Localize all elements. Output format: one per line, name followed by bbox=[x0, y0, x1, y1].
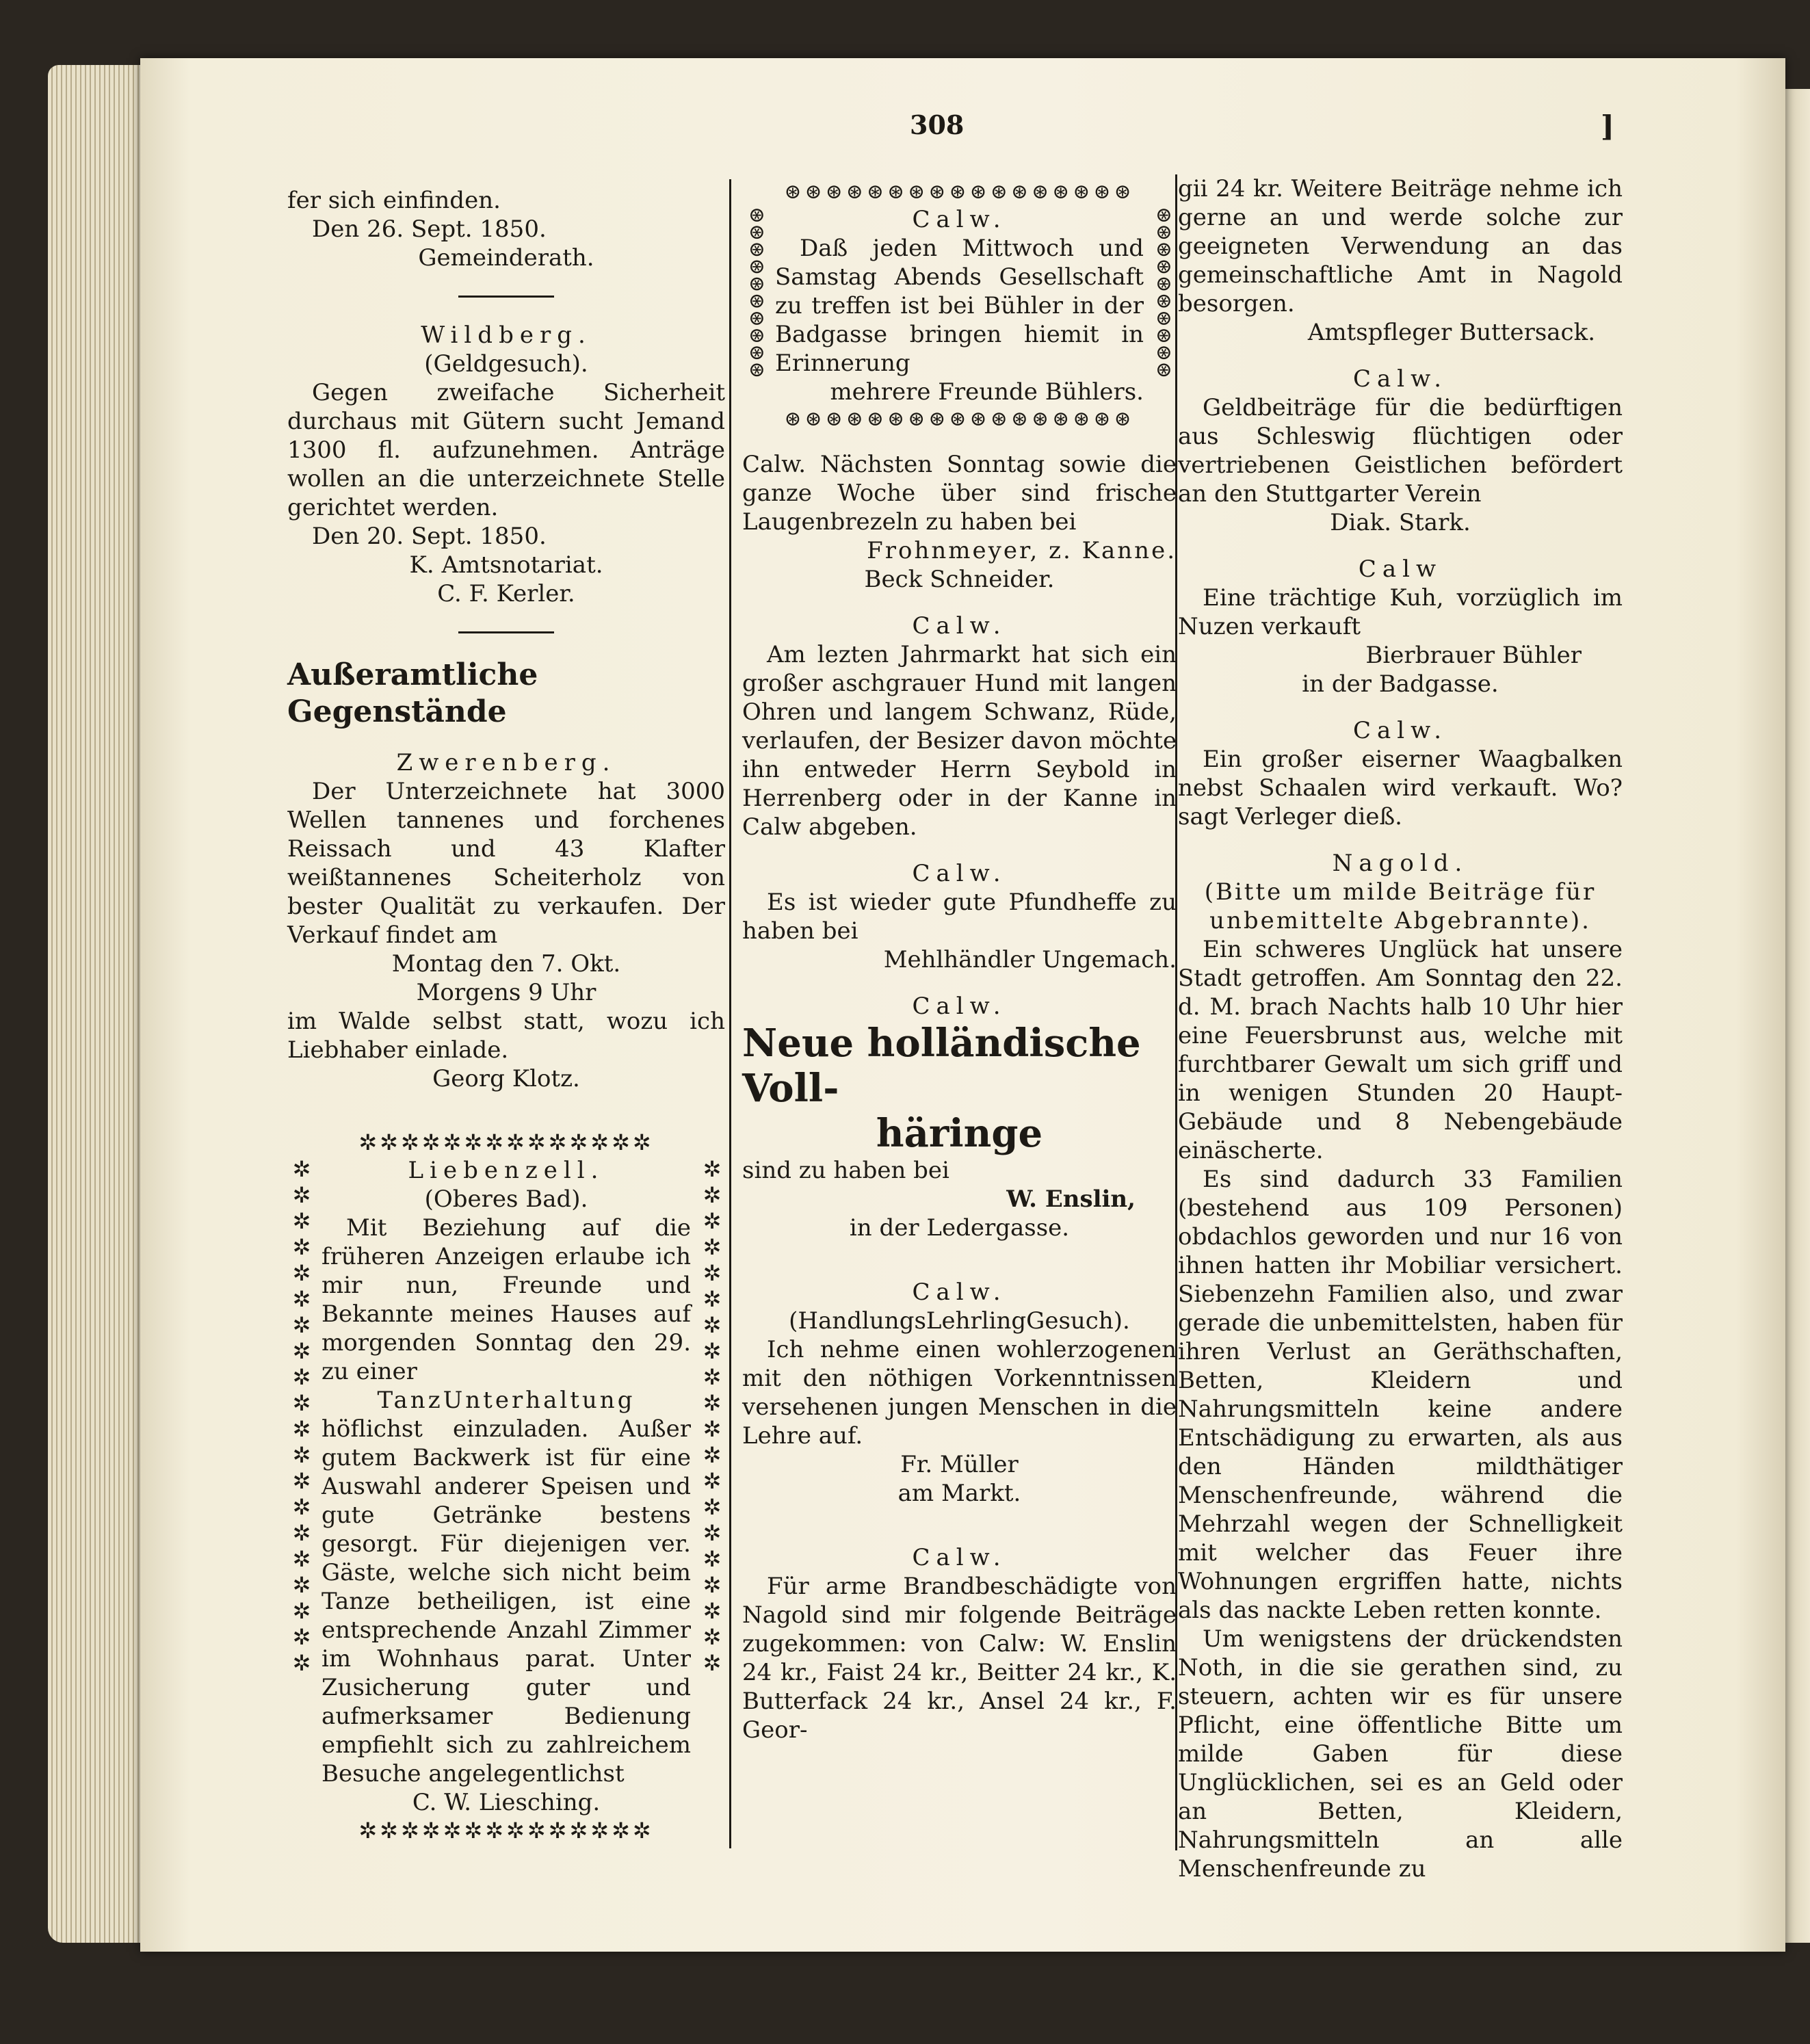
ad-signature: W. Enslin, bbox=[1006, 1185, 1136, 1213]
ad-event: TanzUnterhaltung bbox=[377, 1387, 635, 1414]
circle-border-bottom: ⊛⊛⊛⊛⊛⊛⊛⊛⊛⊛⊛⊛⊛⊛⊛⊛⊛ bbox=[784, 407, 1135, 431]
page-number: 308 bbox=[910, 109, 965, 140]
ad-body: Eine trächtige Kuh, vorzüglich im Nuzen verkauft bbox=[1178, 584, 1623, 640]
ad-body-3: Um wenigstens der drückendsten Noth, in die sie gerathen sind, zu steuern, achten wir es für unsere Pflicht, eine öffentliche Bitte um milde Gaben für diese Unglücklichen, sei es an Geld oder an Betten, Kleidern, Nahrungsmitteln an alle Menschenfreunde zu bbox=[1178, 1625, 1623, 1883]
ad-body: sind zu haben bei bbox=[742, 1157, 949, 1184]
column-3 bbox=[1178, 174, 1623, 1883]
ad-beitraege-continued bbox=[1178, 174, 1623, 347]
continued-text-line: fer sich einfinden. bbox=[287, 187, 501, 214]
ad-body: Calw. Nächsten Sonntag sowie die ganze Woche über sind frische Laugenbrezeln zu haben bei bbox=[742, 451, 1177, 536]
ad-heading: Calw. bbox=[912, 1279, 1007, 1306]
circle-border-right: ⊛⊛⊛⊛⊛⊛⊛⊛⊛⊛ bbox=[1152, 207, 1176, 379]
ad-waagbalken bbox=[1178, 716, 1623, 831]
ad-heading: Calw. bbox=[912, 1544, 1007, 1571]
column-rule-left bbox=[729, 179, 731, 1848]
ad-body: Ein großer eiserner Waagbalken nebst Schaalen wird verkauft. Wo? sagt Verleger dieß. bbox=[1178, 746, 1623, 830]
book-page-edges bbox=[48, 65, 144, 1943]
ad-signature: Frohnmeyer, z. Kanne. bbox=[867, 537, 1177, 564]
ad-title-line-1: Neue holländische Voll- bbox=[742, 1021, 1141, 1111]
ad-date: Montag den 7. Okt. bbox=[391, 950, 621, 978]
star-border-right: ✲✲✲✲✲✲✲✲✲✲✲✲✲✲✲✲✲✲✲✲ bbox=[699, 1156, 725, 1676]
ad-laugenbrezeln bbox=[742, 450, 1177, 594]
ad-buehler-box bbox=[742, 179, 1177, 432]
ad-body: Gegen zweifache Sicherheit durchaus mit Gütern sucht Jemand 1300 fl. aufzunehmen. Anträge wollen an die unterzeichnete Stelle gerichtet werden. bbox=[287, 379, 725, 521]
ad-subheading: (HandlungsLehrlingGesuch). bbox=[789, 1307, 1130, 1335]
ad-liebenzell-box bbox=[287, 1129, 725, 1844]
ad-nagold bbox=[1178, 849, 1623, 1883]
ad-signature-2: in der Badgasse. bbox=[1302, 670, 1499, 698]
ad-heading: Calw. bbox=[912, 993, 1007, 1020]
ad-title-line-2: häringe bbox=[876, 1111, 1043, 1156]
column-2 bbox=[742, 179, 1177, 1744]
ad-body-continued: im Walde selbst statt, wozu ich Liebhaber einlade. bbox=[287, 1008, 725, 1064]
ad-body: Für arme Brandbeschädigte von Nagold sind mir folgende Beiträge zugekommen: von Calw: W. Enslin 24 kr., Faist 24 kr., Beitter 24 kr., K. Butterfack 24 kr., Ansel 24 kr., F. Geor- bbox=[742, 1573, 1177, 1744]
star-border-bottom: ✲✲✲✲✲✲✲✲✲✲✲✲✲✲ bbox=[358, 1818, 654, 1844]
ad-wildberg bbox=[287, 321, 725, 608]
ad-body: Ich nehme einen wohlerzogenen mit den nöthigen Vorkenntnissen versehenen jungen Menschen in die Lehre auf. bbox=[742, 1336, 1177, 1450]
circle-border-left: ⊛⊛⊛⊛⊛⊛⊛⊛⊛⊛ bbox=[745, 207, 769, 379]
ad-signature-2: Beck Schneider. bbox=[864, 566, 1055, 593]
ad-body: Es ist wieder gute Pfundheffe zu haben bei bbox=[742, 889, 1177, 945]
ad-signature: Mehlhändler Ungemach. bbox=[883, 946, 1177, 973]
ad-heading: Calw. bbox=[912, 206, 1007, 233]
ad-lehrling bbox=[742, 1278, 1177, 1508]
circle-border-top: ⊛⊛⊛⊛⊛⊛⊛⊛⊛⊛⊛⊛⊛⊛⊛⊛⊛ bbox=[784, 180, 1135, 204]
ad-signature: Diak. Stark. bbox=[1330, 509, 1471, 536]
ad-heading: Calw. bbox=[912, 612, 1007, 640]
ad-zwerenberg bbox=[287, 748, 725, 1093]
notice-signature: Gemeinderath. bbox=[418, 244, 594, 272]
ad-subheading: (Geldgesuch). bbox=[424, 350, 588, 378]
divider bbox=[458, 631, 554, 633]
ad-signature: Bierbrauer Bühler bbox=[1365, 642, 1582, 669]
ad-heading: Calw. bbox=[1352, 365, 1448, 393]
ad-signature: K. Amtsnotariat. bbox=[409, 551, 603, 579]
ad-date: Den 20. Sept. 1850. bbox=[312, 523, 547, 550]
ad-subheading: (Oberes Bad). bbox=[424, 1185, 588, 1213]
ad-heading: Liebenzell. bbox=[408, 1157, 605, 1184]
ad-heading: Calw. bbox=[1352, 717, 1448, 744]
ad-signature-2: am Markt. bbox=[897, 1480, 1021, 1507]
ad-kuh bbox=[1178, 555, 1623, 698]
ad-body-2: Es sind dadurch 33 Familien (bestehend aus 109 Personen) obdachlos geworden und nur 16 von ihnen hatten ihr Mobiliar versichert. Siebenzehn Familien also, und zwar gerade die unbemittelsten, haben für ihren Verlust an Geräthschaften, Betten, Kleidern und Nahrungsmitteln keine andere Entschädigung zu erwarten, als aus den Händen mildthätiger Menschenfreunde, während die Mehrzahl wegen der Schnelligkeit mit welcher das Feuer ihre Wohnungen ergriffen hatte, nichts als das nackte Leben retten konnte. bbox=[1178, 1166, 1623, 1624]
ad-signature: Amtspfleger Buttersack. bbox=[1307, 319, 1595, 346]
ad-pfundheffe bbox=[742, 859, 1177, 974]
ad-haeringe bbox=[742, 992, 1177, 1242]
section-heading: Außeramtliche Gegenstände bbox=[287, 657, 538, 729]
ad-signature-name: C. F. Kerler. bbox=[437, 580, 575, 607]
ad-heading: Zwerenberg. bbox=[396, 749, 616, 776]
star-border-left: ✲✲✲✲✲✲✲✲✲✲✲✲✲✲✲✲✲✲✲✲ bbox=[289, 1156, 315, 1676]
ad-heading: Nagold. bbox=[1332, 850, 1469, 877]
ad-signature: Georg Klotz. bbox=[432, 1065, 580, 1092]
ad-time: Morgens 9 Uhr bbox=[416, 979, 596, 1006]
ad-signature: Fr. Müller bbox=[900, 1451, 1019, 1478]
ad-body: Geldbeiträge für die bedürftigen aus Schleswig flüchtigen oder vertriebenen Geistlichen befördert an den Stuttgarter Verein bbox=[1178, 394, 1623, 508]
ad-body: Am lezten Jahrmarkt hat sich ein großer aschgrauer Hund mit langen Ohren und langem Schwanz, Rüde, verlaufen, der Besizer davon möchte ihn entweder Herrn Seybold in Herrenberg oder in der Kanne in Calw abgeben. bbox=[742, 641, 1177, 841]
ad-heading: Wildberg. bbox=[421, 322, 592, 349]
column-1 bbox=[287, 186, 725, 1844]
ad-lost-dog bbox=[742, 612, 1177, 841]
ad-heading: Calw. bbox=[912, 860, 1007, 887]
ad-signature: mehrere Freunde Bühlers. bbox=[830, 378, 1144, 406]
divider bbox=[458, 296, 554, 298]
ad-heading: Calw bbox=[1358, 555, 1443, 583]
notice-date: Den 26. Sept. 1850. bbox=[312, 215, 547, 243]
ad-brandbeschaedigte bbox=[742, 1543, 1177, 1744]
ad-signature-2: in der Ledergasse. bbox=[849, 1214, 1070, 1242]
ad-subheading: (Bitte um milde Beiträge für unbemittelte Abgebrannte). bbox=[1204, 878, 1597, 934]
star-border-top: ✲✲✲✲✲✲✲✲✲✲✲✲✲✲ bbox=[358, 1129, 654, 1155]
ad-body: Der Unterzeichnete hat 3000 Wellen tannenes und forchenes Reissach und 43 Klafter weißtannenes Scheiterholz von bester Qualität zu verkaufen. Der Verkauf findet am bbox=[287, 778, 725, 949]
ad-body: Ein schweres Unglück hat unsere Stadt getroffen. Am Sonntag den 22. d. M. brach Nachts halb 10 Uhr hier eine Feuersbrunst aus, welche mit furchtbarer Gewalt um sich griff und in wenigen Stunden 20 Haupt-Gebäude und 8 Nebengebäude einäscherte. bbox=[1178, 936, 1623, 1164]
ad-body: Mit Beziehung auf die früheren Anzeigen erlaube ich mir nun, Freunde und Bekannte meines Hauses auf morgenden Sonntag den 29. zu einer bbox=[322, 1214, 691, 1385]
ad-schleswig bbox=[1178, 365, 1623, 537]
ad-body: gii 24 kr. Weitere Beiträge nehme ich gerne an und werde solche zur geeigneten Verwendung an das gemeinschaftliche Amt in Nagold besorgen. bbox=[1178, 175, 1623, 317]
ad-signature: C. W. Liesching. bbox=[412, 1789, 601, 1816]
ad-body: Daß jeden Mittwoch und Samstag Abends Gesellschaft zu treffen ist bei Bühler in der Badgasse bringen hiemit in Erinnerung bbox=[775, 235, 1144, 377]
ad-body-continued: höflichst einzuladen. Außer gutem Backwerk ist für eine Auswahl anderer Speisen und gute Getränke bestens gesorgt. Für diejenigen ver. Gäste, welche sich nicht beim Tanze betheiligen, ist eine entsprechende Anzahl Zimmer im Wohnhaus parat. Unter Zusicherung guter und aufmerksamer Bedienung empfiehlt sich zu zahlreichem Besuche angelegentlichst bbox=[322, 1415, 691, 1787]
corner-mark: ] bbox=[1601, 109, 1614, 143]
